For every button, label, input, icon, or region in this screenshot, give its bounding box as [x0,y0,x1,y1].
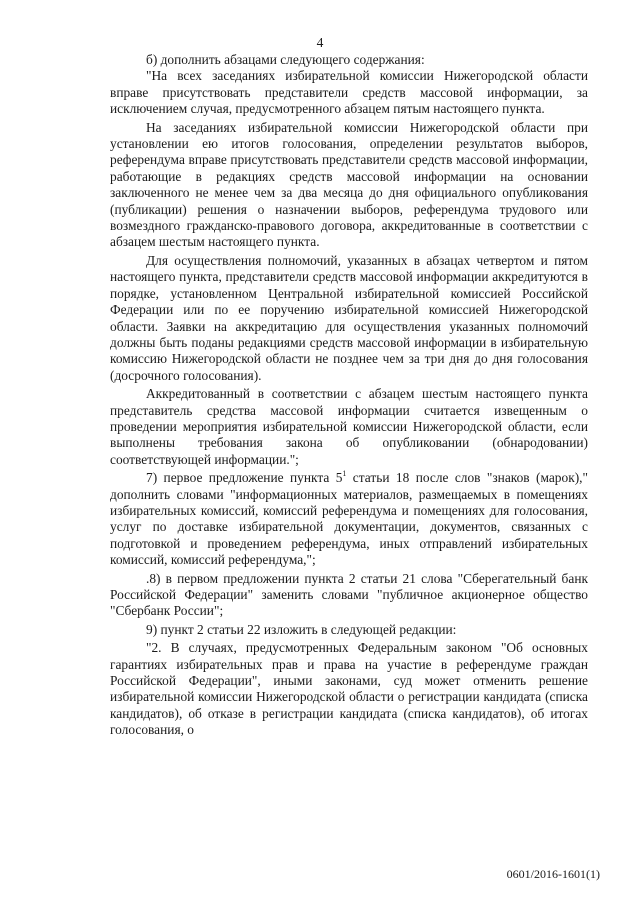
document-code: 0601/2016-1601(1) [506,867,600,881]
paragraph-quoted-point-2: "2. В случаях, предусмотренных Федеральным законом "Об основных гарантиях избирательных прав и права на участие в референдуме граждан Российской Федерации", иными законами, суд может отменить решение избирательной комиссии Нижегородской области о регистрации кандидата (списка кандидатов), об отказе в регистрации кандидата (списка кандидатов), об итогах голосования, о [110,640,588,738]
paragraph-accreditation: Для осуществления полномочий, указанных в абзацах четвертом и пятом настоящего пункта, представители средств массовой информации аккредитуются в порядке, установленном Центральной избирательной комиссией Российской Федерации или по ее поручению избирательной комиссией Нижегородской области. Заявки на аккредитацию для осуществления указанных полномочий должны быть поданы редакциями средств массовой информации в избирательную комиссию Нижегородской области не позднее чем за три дня до дня голосования (досрочного голосования). [110,252,588,383]
item-7-text-after: статьи 18 после слов "знаков (марок)," дополнить словами "информационных материалов, размещаемых в помещениях избирательных комиссий, комиссий референдума и помещениях для голосования, услуг по доставке избирательной документации, документов, связанных с подготовкой и проведением референдума, иных отправлений избирательных комиссий, комиссий референдума,"; [110,470,588,568]
item-7-superscript: 1 [342,469,347,479]
paragraph-item-7 [110,470,588,568]
paragraph-item-8: .8) в первом предложении пункта 2 статьи 21 слова "Сберегательный банк Российской Федерации" заменить словами "публичное акционерное общество "Сбербанк России"; [110,570,588,619]
page-number: 4 [316,35,324,50]
paragraph-accredited-representative: Аккредитованный в соответствии с абзацем шестым настоящего пункта представитель средства массовой информации считается извещенным о проведении мероприятия избирательной комиссии Нижегородской области, если выполнены требования закона об опубликовании (обнародовании) соответствующей информации."; [110,386,588,467]
paragraph-quoted-all-sessions: "На всех заседаниях избирательной комиссии Нижегородской области вправе присутствовать представители средств массовой информации, за исключением случая, предусмотренного абзацем пятым настоящего пункта. [110,68,588,117]
paragraph-amendment-b: б) дополнить абзацами следующего содержания: [146,52,425,67]
item-7-text-before: 7) первое предложение пункта 5 [146,470,343,486]
document-body [110,52,588,741]
paragraph-results-sessions: На заседаниях избирательной комиссии Нижегородской области при установлении ею итогов голосования, определении результатов выборов, референдума вправе присутствовать представители средств массовой информации, работающие в редакциях средств массовой информации на основании заключенного не менее чем за два месяца до дня официального опубликования (публикации) решения о назначении выборов, референдума трудового или возмездного гражданско-правового договора, аккредитованные в соответствии с абзацем шестым настоящего пункта. [110,119,588,250]
paragraph-item-9: 9) пункт 2 статьи 22 изложить в следующей редакции: [146,621,457,637]
